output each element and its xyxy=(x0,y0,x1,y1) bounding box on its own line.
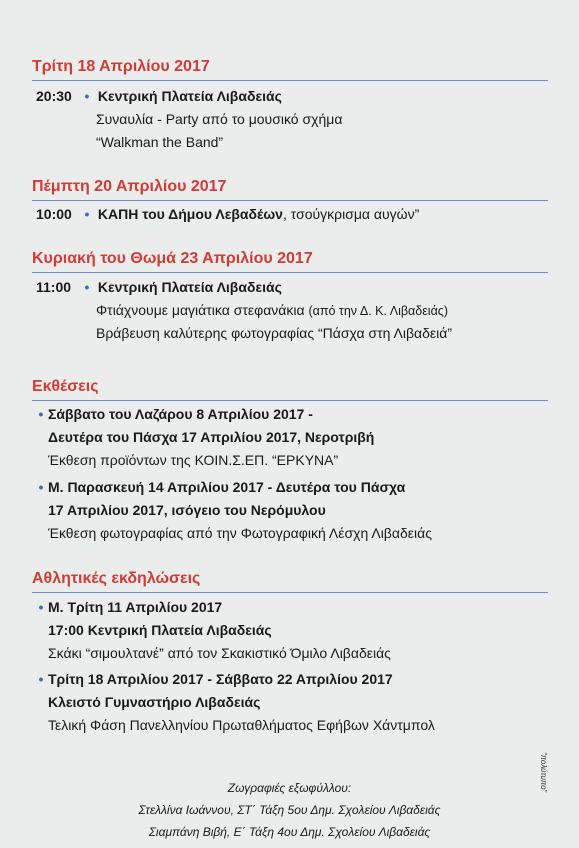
exhibition-2-description: Έκθεση φωτογραφίας από την Φωτογραφική Λέσχη Λιβαδειάς xyxy=(48,525,432,541)
bullet-icon: • xyxy=(84,88,90,104)
event-place: Κεντρική Πλατεία Λιβαδειάς xyxy=(97,279,282,295)
event-description: Συναυλία - Party από το μουσικό σχήμα xyxy=(96,111,343,127)
exhibition-1-line1: Σάββατο του Λαζάρου 8 Απριλίου 2017 - xyxy=(48,406,313,422)
printer-mark: “πολύτυπο” xyxy=(539,752,548,793)
exhibition-2-line2: 17 Απριλίου 2017, ισόγειο του Νερόμυλου xyxy=(48,502,326,518)
event-time: 10:00 xyxy=(36,206,72,222)
event-description-note: (από την Δ. Κ. Λιβαδειάς) xyxy=(308,304,448,318)
event-time: 20:30 xyxy=(36,88,72,104)
event-place: ΚΑΠΗ του Δήμου Λεβαδέων xyxy=(97,206,283,222)
bullet-icon: • xyxy=(38,671,44,687)
section-heading-sunday: Κυριακή του Θωμά 23 Απριλίου 2017 xyxy=(32,249,548,273)
cover-credits-title: Ζωγραφιές εξωφύλλου: xyxy=(227,781,352,795)
event-row-thursday xyxy=(36,204,419,224)
event-description xyxy=(96,300,448,321)
cover-credit-1: Στελλίνα Ιωάννου, ΣΤ΄ Τάξη 5ου Δημ. Σχολείου Λιβαδειάς xyxy=(138,803,441,817)
sports-2-description: Τελική Φάση Πανελληνίου Πρωταθλήματος Εφήβων Χάντμπολ xyxy=(48,717,435,733)
event-row-sunday xyxy=(36,277,282,297)
section-heading-sports: Αθλητικές εκδηλώσεις xyxy=(32,569,548,593)
sports-1-line1: Μ. Τρίτη 11 Απριλίου 2017 xyxy=(48,599,223,615)
section-heading-tuesday: Τρίτη 18 Απριλίου 2017 xyxy=(32,57,548,81)
sports-2-line2: Κλειστό Γυμναστήριο Λιβαδειάς xyxy=(48,694,261,710)
event-description-main: Φτιάχνουμε μαγιάτικα στεφανάκια xyxy=(96,302,309,318)
event-description: Βράβευση καλύτερης φωτογραφίας “Πάσχα στη Λιβαδειά” xyxy=(96,325,453,341)
bullet-icon: • xyxy=(38,599,44,615)
bullet-icon: • xyxy=(84,206,90,222)
sports-1-line2: 17:00 Κεντρική Πλατεία Λιβαδειάς xyxy=(48,622,272,638)
event-time: 11:00 xyxy=(36,279,72,295)
event-place: Κεντρική Πλατεία Λιβαδειάς xyxy=(97,88,282,104)
event-row-tuesday xyxy=(36,86,282,106)
sports-2-dates xyxy=(34,669,393,689)
sports-2-line1: Τρίτη 18 Απριλίου 2017 - Σάββατο 22 Απριλίου 2017 xyxy=(48,671,393,687)
cover-credit-2: Σιαμπάνη Βιβή, Ε΄ Τάξη 4ου Δημ. Σχολείου Λιβαδειάς xyxy=(148,825,431,839)
section-heading-thursday: Πέμπτη 20 Απριλίου 2017 xyxy=(32,177,548,201)
sports-1-description: Σκάκι “σιμουλτανέ” από τον Σκακιστικό Όμιλο Λιβαδειάς xyxy=(48,645,391,661)
bullet-icon: • xyxy=(84,279,90,295)
sports-1-date xyxy=(34,597,222,617)
exhibition-1-line2: Δευτέρα του Πάσχα 17 Απριλίου 2017, Νεροτριβή xyxy=(48,429,375,445)
event-description: , τσούγκρισμα αυγών” xyxy=(282,206,420,222)
exhibition-2-line1: Μ. Παρασκευή 14 Απριλίου 2017 - Δευτέρα του Πάσχα xyxy=(48,479,406,495)
exhibition-1-dates xyxy=(34,404,313,424)
bullet-icon: • xyxy=(38,479,44,495)
exhibition-2-dates xyxy=(34,477,405,497)
exhibition-1-description: Έκθεση προϊόντων της ΚΟΙΝ.Σ.ΕΠ. “ΕΡΚΥΝΑ” xyxy=(48,452,339,468)
bullet-icon: • xyxy=(38,406,44,422)
event-description: “Walkman the Band” xyxy=(96,134,224,150)
section-heading-exhibitions: Εκθέσεις xyxy=(32,377,548,401)
